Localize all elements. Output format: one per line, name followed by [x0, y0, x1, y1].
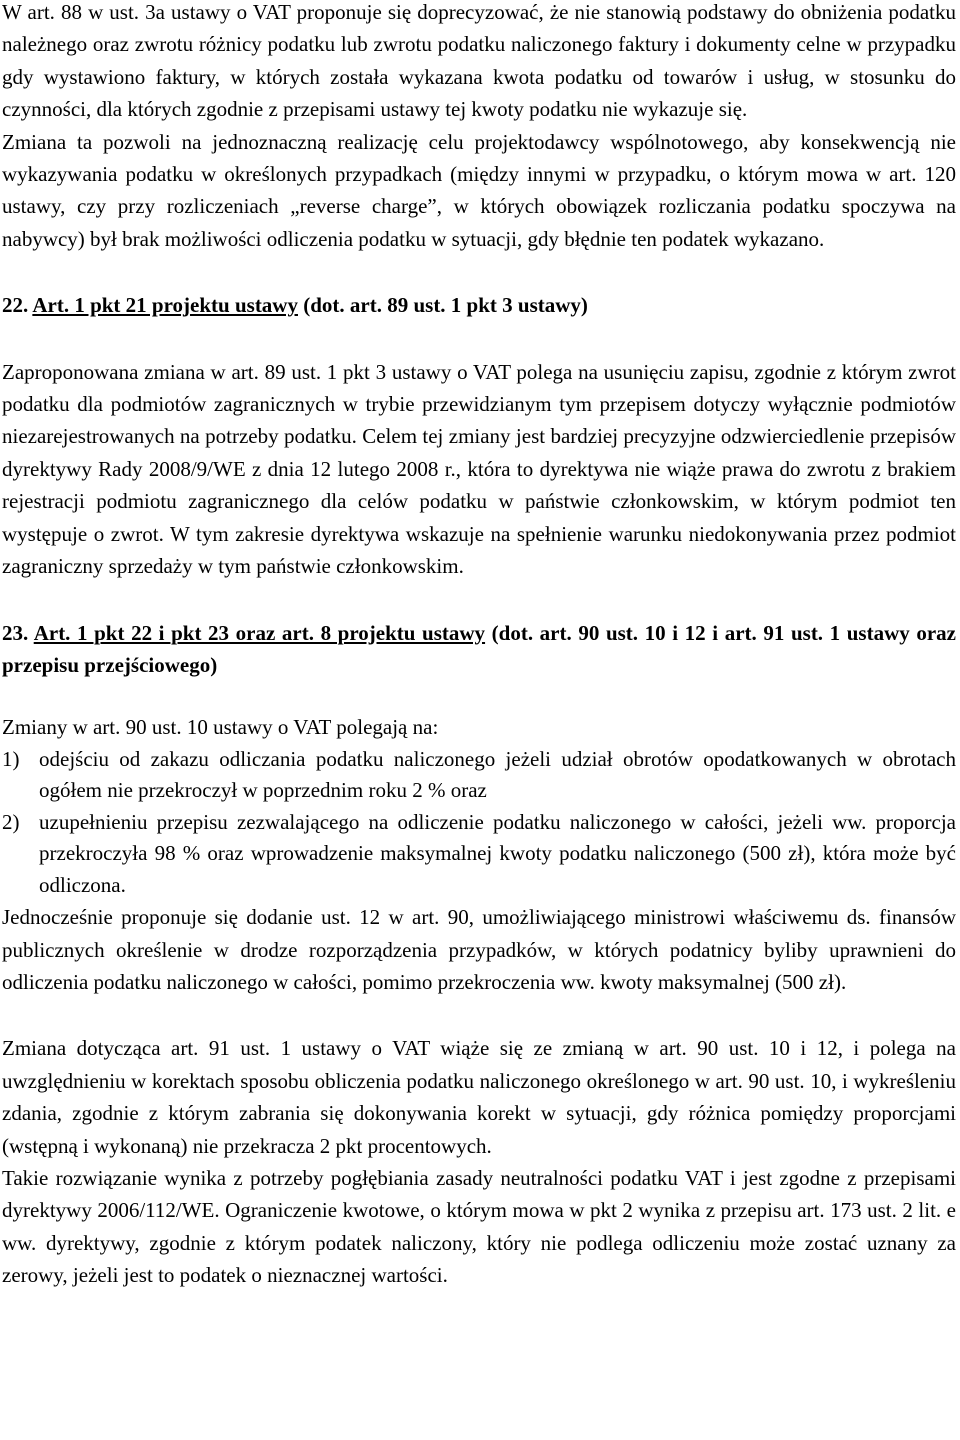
- paragraph-art91: Zmiana dotycząca art. 91 ust. 1 ustawy o VAT wiąże się ze zmianą w art. 90 ust. 10 i 12, i polega na uwzględnieniu w korektach sposobu obliczenia podatku naliczonego określonego w art. 90 ust. 10, i wykreśleniu zdania, zgodnie z którym zabrania się dokonywania korekt w sytuacji, gdy różnica pomiędzy proporcjami (wstępną i wykonaną) nie przekracza 2 pkt procentowych.: [2, 1036, 956, 1158]
- list-item: [2, 807, 956, 902]
- list-item-number: 1): [2, 746, 20, 771]
- section-23-link[interactable]: Art. 1 pkt 22 i pkt 23 oraz art. 8 projektu ustawy: [33, 620, 486, 645]
- spacer: [2, 583, 956, 617]
- section-23-scope: (dot. art. 90 ust. 10 i 12 i art. 91 ust. 1 ustawy oraz przepisu przejściowego): [2, 620, 957, 677]
- paragraph-neutrality: Takie rozwiązanie wynika z potrzeby pogłębiania zasady neutralności podatku VAT i jest zgodne z przepisami dyrektywy 2006/112/WE. Ograniczenie kwotowe, o którym mowa w pkt 2 wynika z przepisu art. 173 ust. 2 lit. e ww. dyrektywy, zgodnie z którym podatek naliczony, który nie podlega odliczeniu może zostać uznany za zerowy, jeżeli jest to podatek o nieznacznej wartości.: [2, 1166, 956, 1288]
- list-item-number: 2): [2, 809, 20, 834]
- list-item: [2, 744, 956, 807]
- paragraph-reverse-charge: Zmiana ta pozwoli na jednoznaczną realizację celu projektodawcy wspólnotowego, aby konsekwencją nie wykazywania podatku w określonych przypadkach (między innymi w przypadku, o którym mowa w art. 120 ustawy, czy przy rozliczeniach „reverse charge”, w których obowiązek rozliczania podatku spoczywa na nabywcy) był brak możliwości odliczenia podatku w sytuacji, gdy błędnie ten podatek wykazano.: [2, 129, 956, 251]
- paragraph-art90-ust12: Jednocześnie proponuje się dodanie ust. 12 w art. 90, umożliwiającego ministrowi właściwemu ds. finansów publicznych określenie w drodze rozporządzenia przypadków, w których podatnicy byliby uprawnieni do odliczenia podatku naliczonego w całości, pomimo przekroczenia ww. kwoty maksymalnej (500 zł).: [2, 905, 956, 995]
- section-22-number: 22.: [2, 293, 29, 318]
- section-22-link[interactable]: Art. 1 pkt 21 projektu ustawy: [32, 293, 298, 318]
- section-23-number: 23.: [2, 620, 29, 645]
- spacer: [2, 681, 956, 711]
- list-item-text: odejściu od zakazu odliczania podatku naliczonego jeżeli udział obrotów opodatkowanych w obrotach ogółem nie przekroczył w poprzednim roku 2 % oraz: [39, 746, 956, 803]
- section-22-heading: [2, 289, 956, 321]
- list-item-text: uzupełnieniu przepisu zezwalającego na odliczenie podatku naliczonego w całości, jeżeli ww. proporcja przekroczyła 98 % oraz wprowadzenie maksymalnej kwoty podatku naliczonego (500 zł), która może być odliczona.: [39, 809, 956, 897]
- spacer: [2, 255, 956, 289]
- section-23-heading: [2, 617, 956, 682]
- document-page: [2, 0, 956, 1292]
- section-22-scope: (dot. art. 89 ust. 1 pkt 3 ustawy): [303, 293, 588, 318]
- amendment-list: [2, 744, 956, 902]
- section-22-body: Zaproponowana zmiana w art. 89 ust. 1 pkt 3 ustawy o VAT polega na usunięciu zapisu, zgodnie z którym zwrot podatku dla podmiotów zagranicznych w trybie przewidzianym tym przepisem dotyczy wyłącznie podmiotów niezarejestrowanych na potrzeby podatku. Celem tej zmiany jest bardziej precyzyjne odzwierciedlenie przepisów dyrektywy Rady 2008/9/WE z dnia 12 lutego 2008 r., która to dyrektywa nie wiąże prawa do zwrotu z brakiem rejestracji podmiotu zagranicznego dla celów podatku w państwie członkowskim, w którym podmiot ten występuje o zwrot. W tym zakresie dyrektywa wskazuje na spełnienie warunku niedokonywania przez podmiot zagraniczny sprzedaży w tym państwie członkowskim.: [2, 359, 956, 579]
- section-23-intro: Zmiany w art. 90 ust. 10 ustawy o VAT polegają na:: [2, 715, 439, 740]
- spacer: [2, 998, 956, 1032]
- paragraph-art88: W art. 88 w ust. 3a ustawy o VAT proponuje się doprecyzować, że nie stanowią podstawy do obniżenia podatku należnego oraz zwrotu różnicy podatku lub zwrotu podatku naliczonego faktury i dokumenty celne w przypadku gdy wystawiono faktury, w których została wykazana kwota podatku od towarów i usług, w stosunku do czynności, dla których zgodnie z przepisami ustawy tej kwoty podatku nie wykazuje się.: [2, 0, 956, 122]
- spacer: [2, 322, 956, 356]
